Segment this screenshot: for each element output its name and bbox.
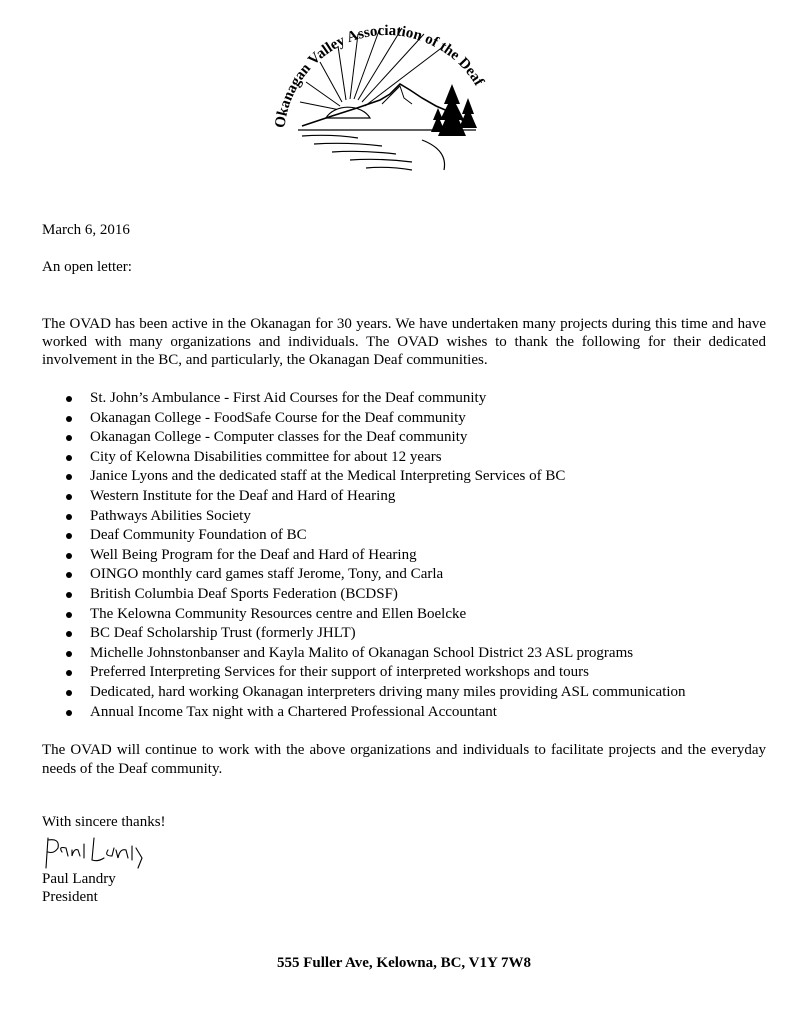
list-item: Deaf Community Foundation of BC [42, 526, 766, 546]
intro-paragraph: The OVAD has been active in the Okanagan for 30 years. We have undertaken many projects during this time and have worked with many organizations and individuals. The OVAD wishes to thank the following for their dedicated involvement in the BC, and particularly, the Okanagan Deaf communities. [42, 316, 766, 368]
signoff: With sincere thanks! [42, 814, 166, 830]
list-item: British Columbia Deaf Sports Federation (BCDSF) [42, 585, 766, 605]
footer-address: 555 Fuller Ave, Kelowna, BC, V1Y 7W8 [276, 955, 532, 971]
list-item: BC Deaf Scholarship Trust (formerly JHLT) [42, 624, 766, 644]
list-item: Pathways Abilities Society [42, 507, 766, 527]
signatory-title: President [42, 889, 98, 905]
list-item: St. John’s Ambulance - First Aid Courses for the Deaf community [42, 389, 766, 409]
handwritten-signature-icon [38, 832, 148, 872]
ovad-emblem-icon [262, 0, 512, 200]
closing-paragraph: The OVAD will continue to work with the above organizations and individuals to facilitate projects and the everyday needs of the Deaf community. [42, 742, 766, 777]
list-item: OINGO monthly card games staff Jerome, Tony, and Carla [42, 565, 766, 585]
list-item: Okanagan College - Computer classes for the Deaf community [42, 428, 766, 448]
letter-date: March 6, 2016 [42, 222, 130, 238]
list-item: Okanagan College - FoodSafe Course for the Deaf community [42, 409, 766, 429]
list-item: City of Kelowna Disabilities committee for about 12 years [42, 448, 766, 468]
list-item: Janice Lyons and the dedicated staff at the Medical Interpreting Services of BC [42, 467, 766, 487]
logo-arc-text: Okanagan Valley Association of the Deaf [272, 22, 487, 129]
list-item: Michelle Johnstonbanser and Kayla Malito of Okanagan School District 23 ASL programs [42, 644, 766, 664]
list-item: Well Being Program for the Deaf and Hard of Hearing [42, 546, 766, 566]
list-item: Western Institute for the Deaf and Hard of Hearing [42, 487, 766, 507]
salutation: An open letter: [42, 259, 132, 275]
list-item: Preferred Interpreting Services for their support of interpreted workshops and tours [42, 663, 766, 683]
list-item: Annual Income Tax night with a Chartered Professional Accountant [42, 703, 766, 723]
list-item: The Kelowna Community Resources centre and Ellen Boelcke [42, 605, 766, 625]
pine-trees-icon [431, 84, 477, 136]
thanks-list [42, 389, 766, 722]
letterhead-logo [262, 0, 512, 200]
list-item: Dedicated, hard working Okanagan interpreters driving many miles providing ASL communication [42, 683, 766, 703]
signatory-name: Paul Landry [42, 871, 116, 887]
